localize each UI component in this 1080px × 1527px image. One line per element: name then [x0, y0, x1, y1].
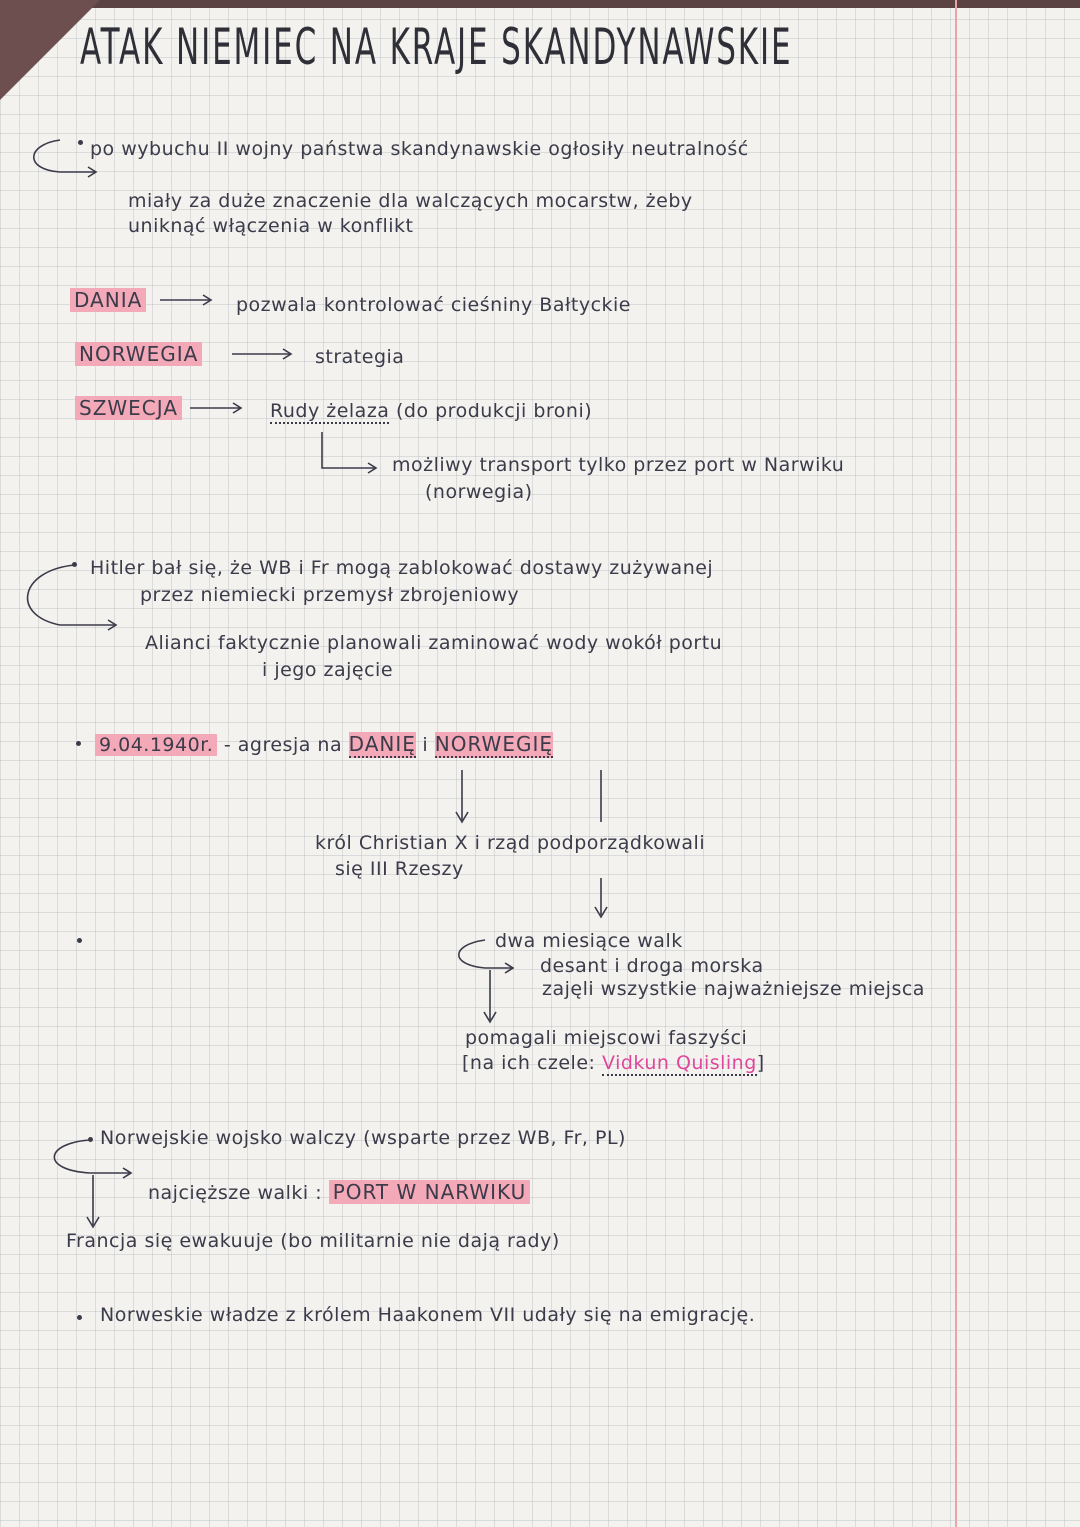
army-line: Norwejskie wojsko walczy (wsparte przez WB, Fr, PL) — [100, 1127, 626, 1149]
fight-line-2: desant i droga morska — [540, 955, 764, 977]
date-line: 9.04.1940r. - agresja na DANIĘ i NORWEGIĘ — [95, 732, 553, 756]
bullet — [77, 1315, 82, 1320]
hitler-line-2: przez niemiecki przemysł zbrojeniowy — [140, 584, 520, 606]
neutral-line-1: po wybuchu II wojny państwa skandynawskie ogłosiły neutralność — [90, 138, 749, 160]
hitler-line-1: Hitler bał się, że WB i Fr mogą zablokować dostawy zużywanej — [90, 557, 714, 579]
battle-line: najcięższe walki : PORT W NARWIKU — [148, 1180, 530, 1204]
bullet — [76, 741, 81, 746]
narvik-line-1: możliwy transport tylko przez port w Narwiku — [392, 454, 845, 476]
exile-line: Norweskie władze z królem Haakonem VII udały się na emigrację. — [100, 1304, 756, 1326]
neutral-line-2: miały za duże znaczenie dla walczących mocarstw, żeby — [128, 190, 693, 212]
norwegia-text: strategia — [315, 346, 405, 368]
bullet — [88, 1137, 93, 1142]
dania-label: DANIA — [70, 288, 146, 312]
allies-line-2: i jego zajęcie — [262, 659, 394, 681]
king-line-2: się III Rzeszy — [335, 858, 464, 880]
bullet — [77, 938, 82, 943]
szwecja-text: Rudy żelaza (do produkcji broni) — [270, 400, 593, 422]
fight-line-1: dwa miesiące walk — [495, 930, 683, 952]
norwegia-label: NORWEGIA — [75, 342, 202, 366]
page-title: ATAK NIEMIEC NA KRAJE SKANDYNAWSKIE — [80, 18, 793, 76]
bullet — [78, 140, 83, 145]
king-line-1: król Christian X i rząd podporządkowali — [315, 832, 706, 854]
bullet — [72, 562, 77, 567]
france-line: Francja się ewakuuje (bo militarnie nie dają rady) — [66, 1230, 560, 1252]
allies-line-1: Alianci faktycznie planowali zaminować wody wokół portu — [145, 632, 723, 654]
narvik-line-2: (norwegia) — [425, 481, 533, 503]
szwecja-label: SZWECJA — [75, 396, 182, 420]
help-line-2: [na ich czele: Vidkun Quisling] — [462, 1052, 765, 1074]
help-line-1: pomagali miejscowi faszyści — [465, 1027, 748, 1049]
fight-line-3: zajęli wszystkie najważniejsze miejsca — [542, 978, 925, 1000]
dania-text: pozwala kontrolować cieśniny Bałtyckie — [236, 294, 631, 316]
neutral-line-3: uniknąć włączenia w konflikt — [128, 215, 414, 237]
